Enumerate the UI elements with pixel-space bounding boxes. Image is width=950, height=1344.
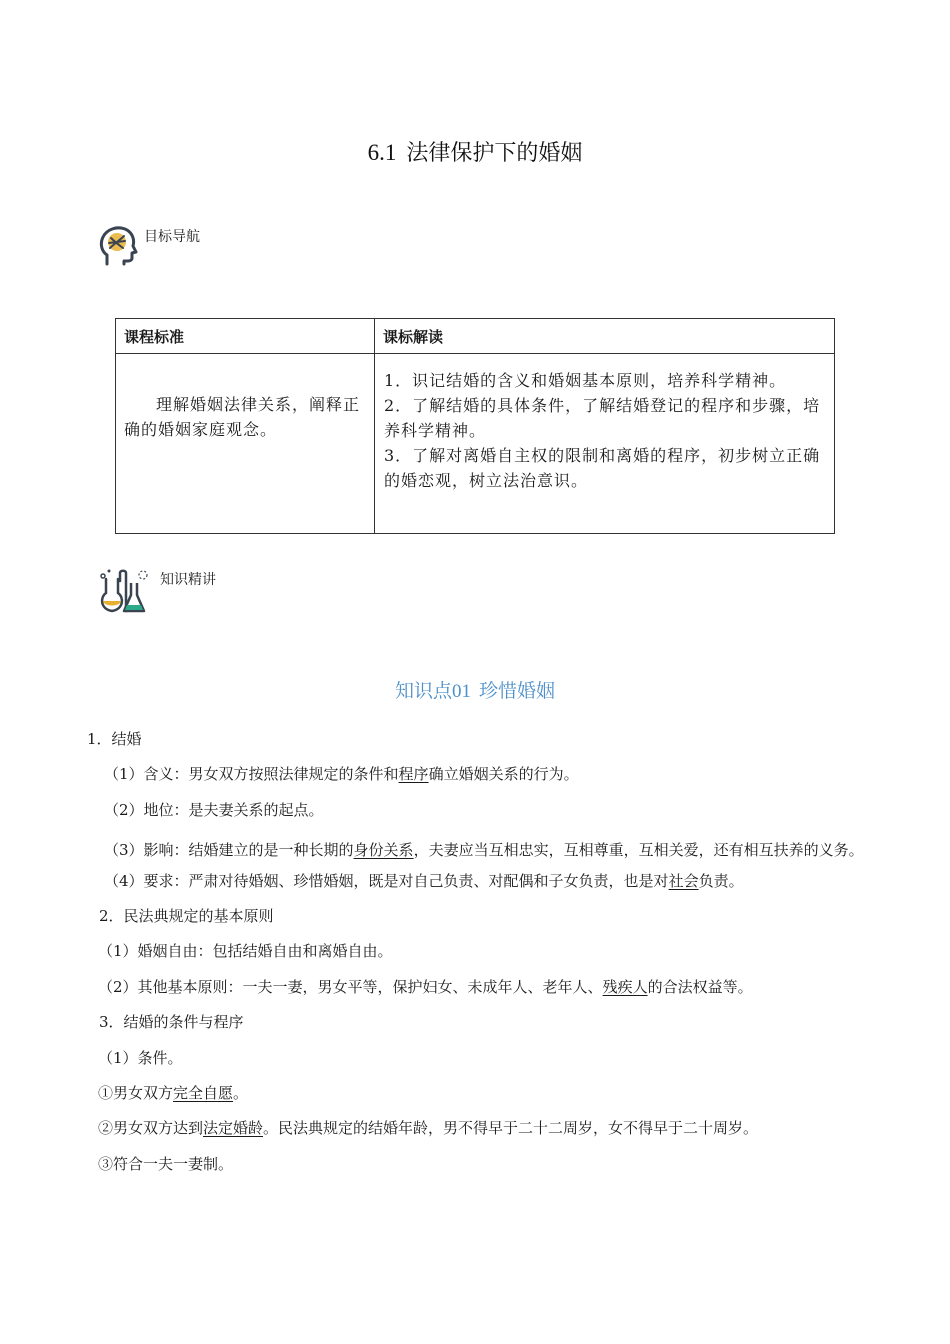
interpretation-item-1: 1．识记结婚的含义和婚姻基本原则，培养科学精神。 bbox=[384, 371, 787, 390]
content-line: （1）婚姻自由：包括结婚自由和离婚自由。 bbox=[98, 942, 393, 961]
content-line: 2．民法典规定的基本原则 bbox=[99, 906, 274, 925]
underlined-term: 程序 bbox=[398, 765, 429, 784]
content-line: ③符合一夫一妻制。 bbox=[98, 1154, 234, 1173]
standard-cell: 理解婚姻法律关系，阐释正确的婚姻家庭观念。 bbox=[116, 354, 375, 534]
section-number: 知识点01 bbox=[394, 681, 471, 702]
target-nav-label: 目标导航 bbox=[144, 229, 200, 245]
content-line: ②男女双方达到法定婚龄。民法典规定的结婚年龄，男不得早于二十二周岁，女不得早于二十周岁。 bbox=[98, 1119, 759, 1138]
content-body bbox=[87, 727, 877, 1187]
content-line: （1）条件。 bbox=[98, 1048, 183, 1067]
interpretation-cell bbox=[375, 354, 835, 534]
content-line: （2）地位：是夫妻关系的起点。 bbox=[104, 800, 324, 819]
head-brain-icon bbox=[98, 224, 138, 268]
content-line: （1）含义：男女双方按照法律规定的条件和程序确立婚姻关系的行为。 bbox=[104, 765, 579, 784]
page-title bbox=[0, 136, 950, 167]
underlined-term: 身份关系 bbox=[353, 841, 414, 860]
title-number: 6.1 bbox=[367, 140, 397, 165]
underlined-term: 完全自愿 bbox=[173, 1083, 234, 1102]
content-line: （3）影响：结婚建立的是一种长期的身份关系，夫妻应当互相忠实，互相尊重，互相关爱，还有相互扶养的义务。 bbox=[104, 841, 864, 860]
knowledge-explain-label: 知识精讲 bbox=[160, 572, 216, 588]
content-line: （4）要求：严肃对待婚姻、珍惜婚姻，既是对自己负责、对配偶和子女负责，也是对社会负责。 bbox=[104, 871, 744, 890]
content-line: 3．结婚的条件与程序 bbox=[99, 1013, 244, 1032]
knowledge-explain-badge bbox=[98, 567, 216, 615]
section-title: 珍惜婚姻 bbox=[479, 680, 556, 702]
underlined-term: 残疾人 bbox=[602, 977, 648, 996]
section-heading bbox=[0, 676, 950, 703]
target-nav-badge bbox=[98, 224, 200, 268]
header-standard: 课程标准 bbox=[116, 319, 375, 354]
content-line: ①男女双方完全自愿。 bbox=[98, 1083, 249, 1102]
underlined-term: 社会 bbox=[668, 871, 699, 890]
title-text: 法律保护下的婚姻 bbox=[406, 141, 583, 166]
flask-icon bbox=[98, 567, 154, 615]
interpretation-item-3: 3．了解对离婚自主权的限制和离婚的程序，初步树立正确的婚恋观，树立法治意识。 bbox=[384, 446, 821, 490]
content-line: （2）其他基本原则：一夫一妻，男女平等，保护妇女、未成年人、老年人、残疾人的合法权益等。 bbox=[98, 977, 753, 996]
content-line: 1．结婚 bbox=[87, 730, 142, 748]
standards-table bbox=[115, 318, 835, 534]
underlined-term: 法定婚龄 bbox=[203, 1119, 264, 1138]
header-interpretation: 课标解读 bbox=[375, 319, 835, 354]
interpretation-item-2: 2．了解结婚的具体条件，了解结婚登记的程序和步骤，培养科学精神。 bbox=[384, 396, 821, 440]
